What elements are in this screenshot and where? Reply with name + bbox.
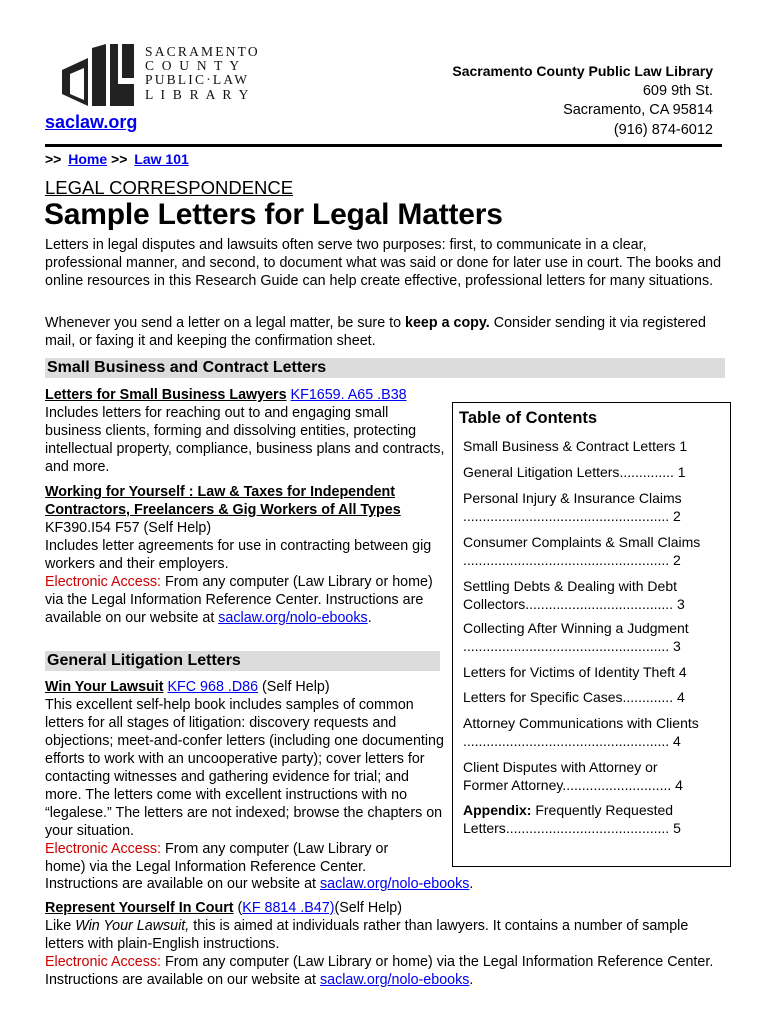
logo-wordmark (145, 45, 260, 102)
keep-copy-emphasis: keep a copy. (405, 315, 490, 331)
toc-item[interactable] (463, 489, 721, 525)
punctuation: ( (233, 900, 243, 916)
toc-item-label: Letters for Victims of Identity Theft (463, 664, 675, 680)
resource-description: Includes letter agreements for use in contracting between gig workers and their employers. (45, 538, 432, 572)
punctuation: . (469, 972, 474, 988)
table-of-contents (452, 402, 731, 867)
resource-entry (45, 678, 445, 876)
toc-heading: Table of Contents (459, 409, 598, 427)
toc-item-label: Small Business & Contract Letters (463, 438, 676, 454)
site-link[interactable]: saclaw.org (45, 112, 138, 132)
toc-item[interactable] (463, 463, 721, 481)
logo-line: SACRAMENTO (145, 44, 260, 59)
resource-entry (45, 386, 445, 476)
resource-title: Letters for Small Business Lawyers (45, 387, 287, 403)
breadcrumb-law101-link[interactable]: Law 101 (134, 151, 189, 167)
electronic-access-label: Electronic Access: (45, 574, 162, 590)
electronic-access-text: Instructions are available on our website at (45, 876, 320, 892)
toc-item-label: Collectors (463, 596, 526, 612)
toc-item-label-bold: Appendix: (463, 802, 532, 818)
text: Whenever you send a letter on a legal matter, be sure to (45, 315, 406, 331)
resource-title: Working for Yourself : Law & Taxes for Independent Contractors, Freelancers & Gig Workers of All Types (45, 484, 401, 518)
call-number: KF390.I54 F57 (Self Help) (45, 520, 212, 536)
call-number-link[interactable]: KFC 968 .D86 (167, 679, 259, 695)
nolo-ebooks-link[interactable]: saclaw.org/nolo-ebooks (319, 972, 470, 988)
toc-leader: ...................................... (525, 596, 674, 612)
electronic-access-text: home) via the Legal Information Reference Center. (45, 859, 367, 875)
resource-title: Win Your Lawsuit (45, 679, 164, 695)
address-name: Sacramento County Public Law Library (452, 63, 713, 79)
breadcrumb-separator: >> (45, 151, 62, 167)
toc-page-number: 1 (679, 438, 688, 454)
resource-description: Like (45, 918, 76, 934)
call-number-link[interactable]: KF1659. A65 .B38 (290, 387, 407, 403)
toc-item[interactable] (463, 619, 721, 655)
toc-item-label: Letters (463, 820, 506, 836)
toc-page-number: 4 (673, 733, 681, 749)
resource-entry (45, 483, 445, 627)
resource-title: Represent Yourself In Court (45, 900, 234, 916)
toc-item[interactable] (463, 437, 721, 455)
nolo-ebooks-link[interactable]: saclaw.org/nolo-ebooks (319, 876, 470, 892)
toc-page-number: 1 (677, 464, 686, 480)
toc-item[interactable] (463, 663, 721, 681)
electronic-access-text: From any computer (Law Library or home) via the Legal Information Reference Center. Instructions are available on our website at (45, 954, 714, 988)
logo-line: C O U N T Y (145, 58, 242, 74)
section-heading-small-business: Small Business and Contract Letters (45, 358, 725, 378)
resource-description: Includes letters for reaching out to and engaging small business clients, forming and dissolving entities, protecting intellectual property, compliance, business plans and contracts, and more. (45, 405, 445, 475)
call-number-link[interactable]: KF 8814 .B47) (242, 900, 335, 916)
toc-page-number: 3 (676, 596, 685, 612)
toc-item[interactable] (463, 577, 721, 613)
toc-item[interactable] (463, 714, 721, 750)
toc-page-number: 4 (675, 777, 683, 793)
toc-item-label: Personal Injury & Insurance Claims (463, 490, 682, 506)
address-city: Sacramento, CA 95814 (563, 102, 713, 118)
electronic-access-label: Electronic Access: (45, 841, 162, 857)
electronic-access-label: Electronic Access: (45, 954, 162, 970)
toc-page-number: 2 (673, 508, 681, 524)
section-heading-general-litigation: General Litigation Letters (45, 651, 440, 671)
punctuation: . (469, 876, 474, 892)
toc-leader: ............. (622, 689, 674, 705)
toc-item[interactable] (463, 801, 721, 837)
toc-leader: ..................................................... (463, 638, 670, 654)
toc-item-label: Settling Debts & Dealing with Debt (463, 578, 677, 594)
toc-page-number: 5 (673, 820, 681, 836)
library-logo-icon (62, 44, 134, 106)
toc-item[interactable] (463, 758, 721, 794)
toc-item-label: Frequently Requested (531, 802, 674, 818)
toc-leader: .......................................... (505, 820, 670, 836)
toc-leader: ............................ (562, 777, 672, 793)
electronic-access-text: From any computer (Law Library or (161, 841, 389, 857)
address-street: 609 9th St. (642, 82, 713, 99)
toc-page-number: 3 (673, 638, 681, 654)
toc-leader: .............. (619, 464, 674, 480)
breadcrumb (45, 151, 189, 167)
library-address (452, 62, 713, 140)
toc-item-label: Letters for Specific Cases (463, 689, 623, 705)
header-divider (45, 144, 722, 147)
toc-item[interactable] (463, 688, 721, 706)
logo-line: L I B R A R Y (145, 86, 251, 102)
resource-description: this is aimed at individuals rather than lawyers. It contains a number of sample letters with plain-English instructions. (45, 918, 689, 952)
address-phone: (916) 874-6012 (613, 121, 713, 138)
toc-leader: ..................................................... (463, 508, 670, 524)
resource-description: This excellent self-help book includes samples of common letters for all stages of litigation: discovery requests and objections; meet-and-confer letters (including one documenting efforts to work with an uncooperative party); cover letters for contacting witnesses and gathering evidence for trial; and more. The letters come with excellent instructions with no “legalese.” The letters are not indexed; browse the chapters on your situation. (45, 697, 444, 839)
toc-item[interactable] (463, 533, 721, 569)
nolo-ebooks-link[interactable]: saclaw.org/nolo-ebooks (218, 610, 368, 626)
toc-item-label: Former Attorney (463, 777, 563, 793)
toc-page-number: 4 (676, 689, 685, 705)
toc-item-label: Client Disputes with Attorney or (463, 759, 658, 775)
book-title-italic: Win Your Lawsuit, (75, 918, 190, 934)
toc-item-label: Collecting After Winning a Judgment (463, 620, 689, 636)
page-title: Sample Letters for Legal Matters (44, 198, 503, 231)
breadcrumb-separator: >> (111, 151, 128, 167)
logo-line: PUBLIC·LAW (145, 72, 250, 88)
toc-leader: ..................................................... (463, 733, 670, 749)
breadcrumb-home-link[interactable]: Home (68, 151, 108, 167)
text: Consider sending it via registered mail, or faxing it and keeping the confirmation sheet. (45, 315, 706, 349)
toc-leader: ..................................................... (463, 552, 670, 568)
electronic-access-line (45, 875, 725, 893)
resource-entry (45, 899, 725, 989)
toc-item-label: General Litigation Letters (463, 464, 620, 480)
page-eyebrow: LEGAL CORRESPONDENCE (45, 177, 294, 198)
self-help-note: (Self Help) (334, 900, 403, 916)
toc-item-label: Attorney Communications with Clients (463, 715, 699, 731)
electronic-access-text: From any computer (Law Library or home) via the Legal Information Reference Center. Instructions are available on our website at (45, 574, 433, 626)
toc-item-label: Consumer Complaints & Small Claims (463, 534, 701, 550)
toc-page-number: 4 (678, 664, 687, 680)
self-help-note: (Self Help) (258, 679, 330, 695)
intro-paragraph: Letters in legal disputes and lawsuits often serve two purposes: first, to communicate in a clear, professional manner, and second, to document what was said or done for later use in court. The books and online resources in this Research Guide can help create effective, professional letters for many situations. (45, 237, 722, 289)
toc-page-number: 2 (673, 552, 681, 568)
intro-keep-copy-paragraph (45, 314, 725, 350)
punctuation: . (367, 610, 372, 626)
